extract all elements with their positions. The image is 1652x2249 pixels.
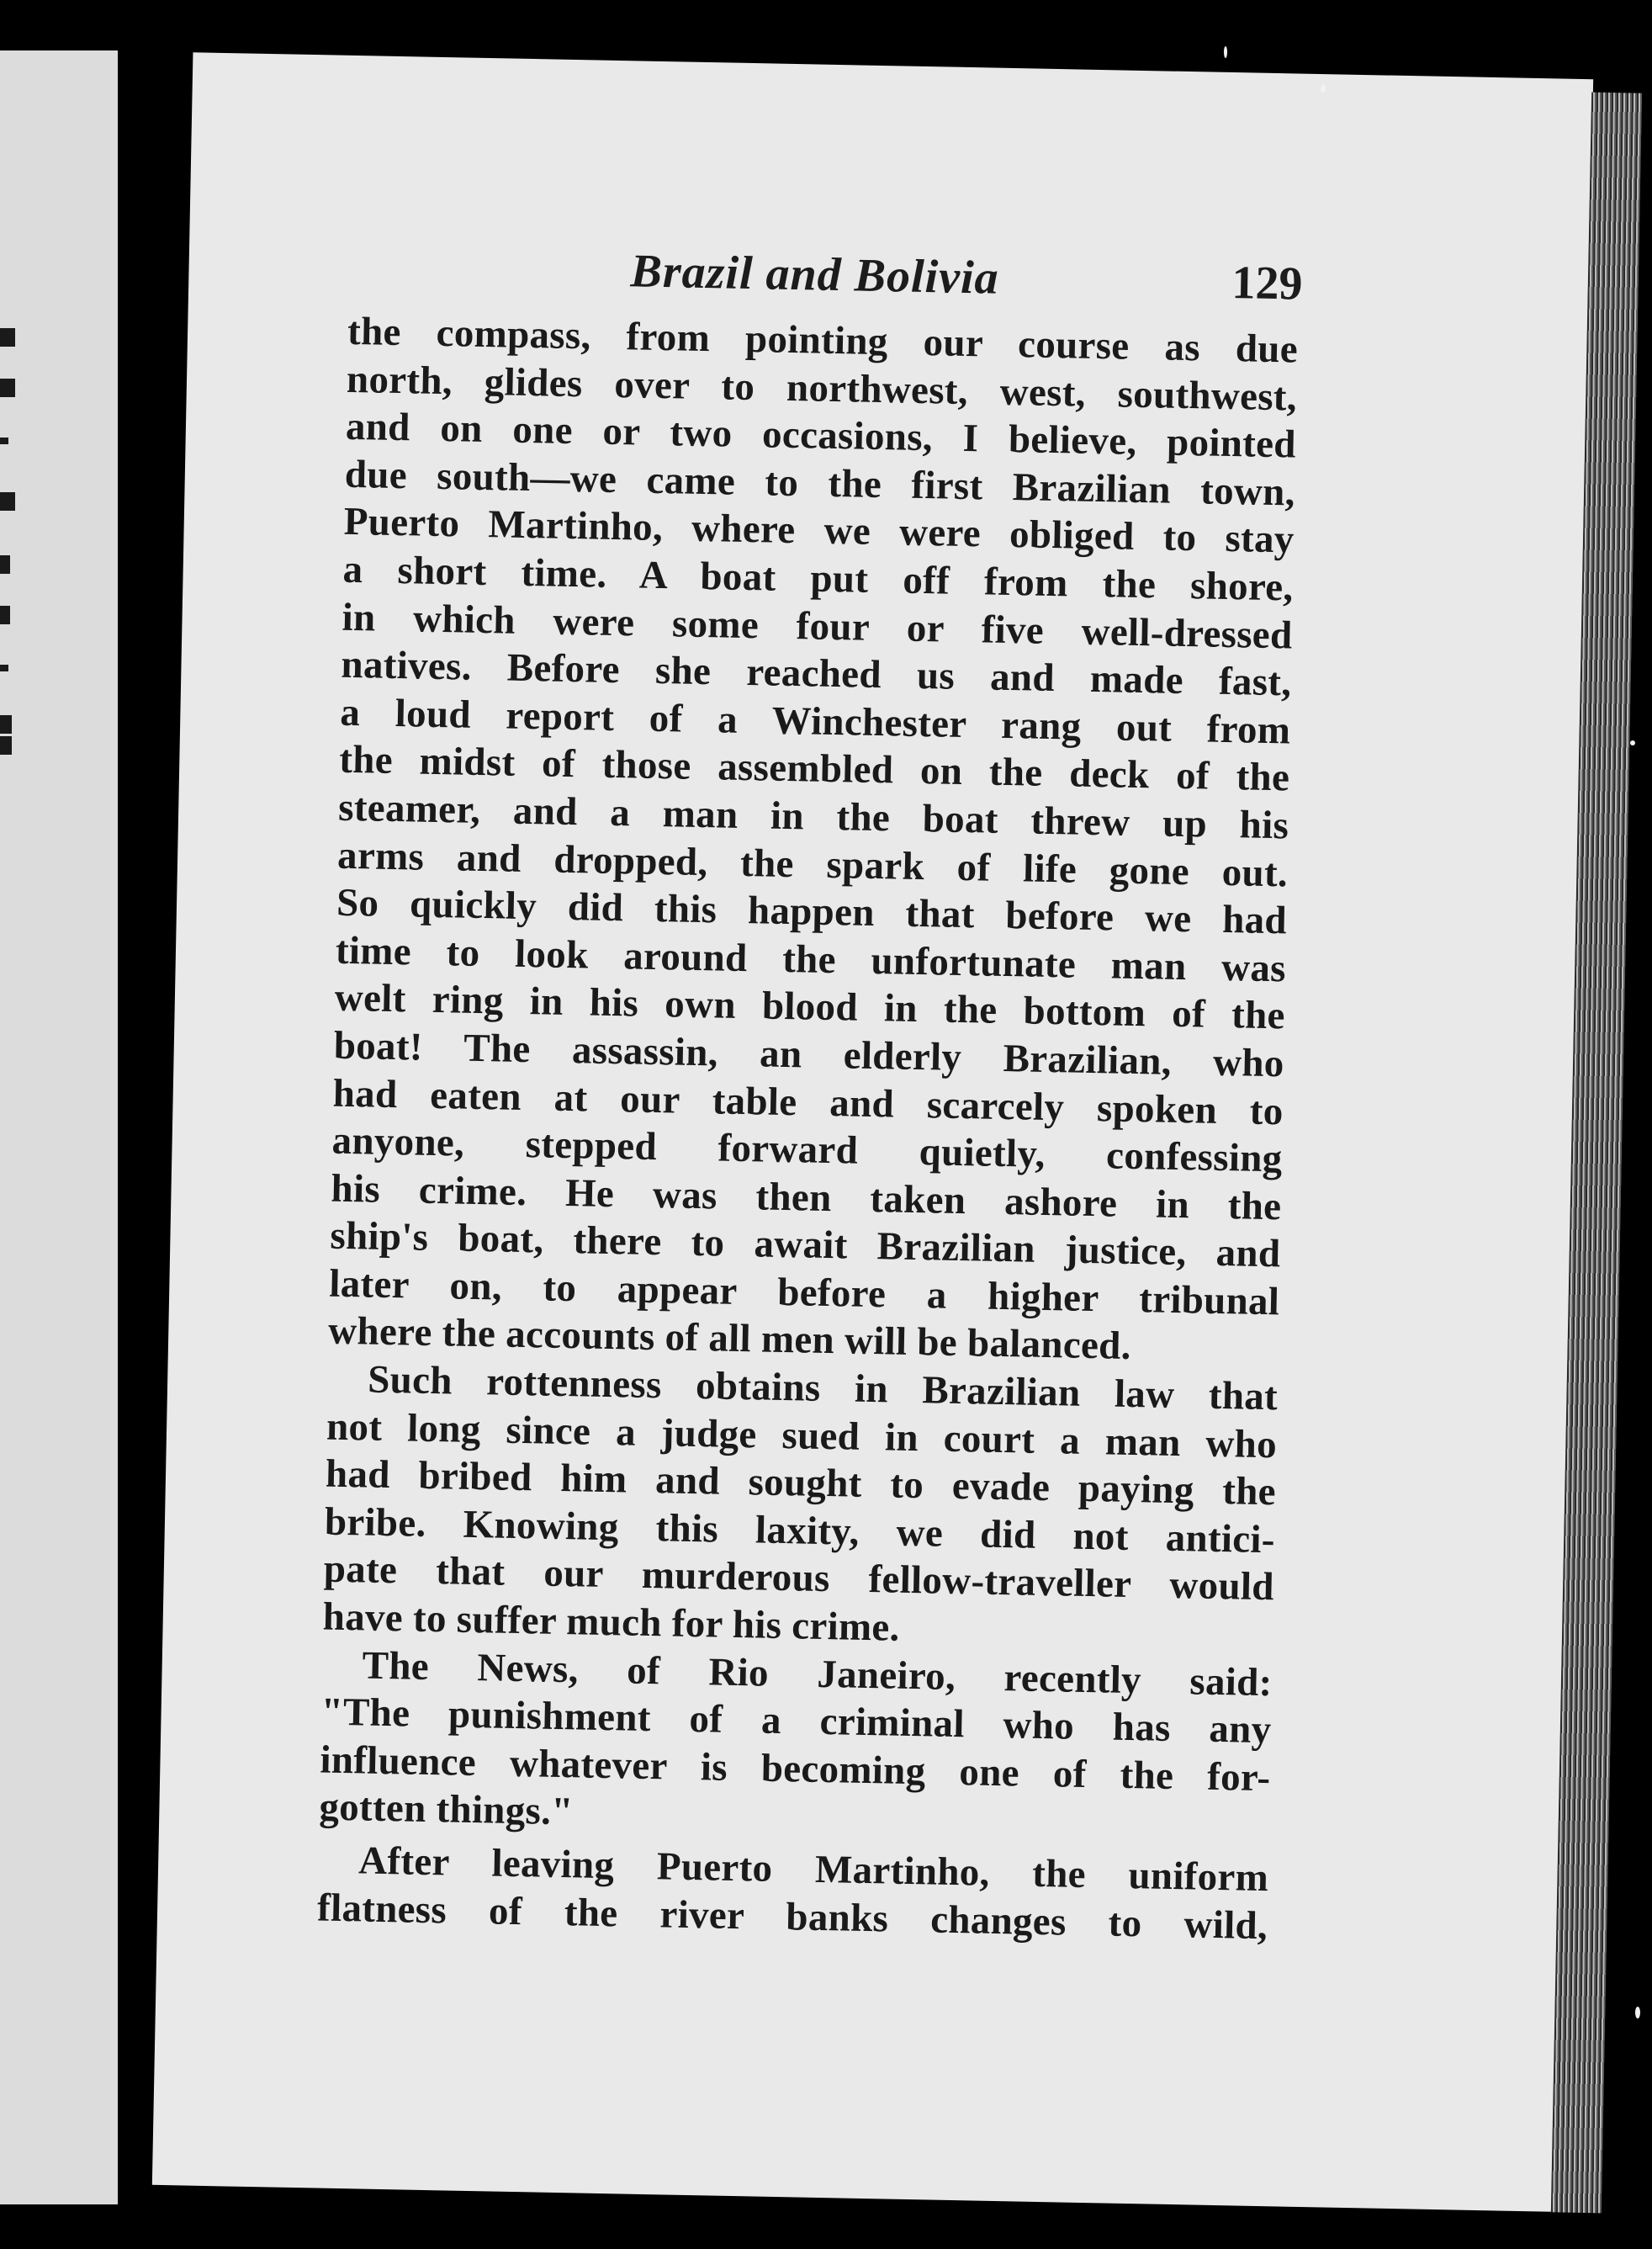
text-line: not long since a judge sued in court a man who <box>326 1404 1278 1467</box>
text-fragment <box>0 606 10 624</box>
body-text <box>317 308 1299 1950</box>
text-line: his crime. He was then taken ashore in the <box>331 1166 1282 1229</box>
text-line: arms and dropped, the spark of life gone out. <box>336 833 1289 895</box>
text-line: in which were some four or five well-dressed <box>342 595 1293 658</box>
text-line: influence whatever is becoming one of the for- <box>320 1737 1271 1801</box>
text-line: The News, of Rio Janeiro, recently said: <box>362 1643 1273 1705</box>
text-line: steamer, and a man in the boat threw up his <box>337 785 1289 848</box>
text-fragment <box>0 492 15 511</box>
text-line: flatness of the river banks changes to wild, <box>316 1886 1268 1948</box>
text-fragment <box>0 715 12 734</box>
text-line: had bribed him and sought to evade paying the <box>325 1451 1277 1514</box>
text-fragment <box>0 438 8 444</box>
text-line: and on one or two occasions, I believe, pointed <box>345 405 1297 467</box>
previous-page-edge <box>0 50 118 2204</box>
text-fragment <box>0 328 15 347</box>
text-line: the midst of those assembled on the deck of the <box>338 738 1290 800</box>
text-line: Puerto Martinho, where we were obliged to stay <box>343 500 1295 562</box>
page-number: 129 <box>1231 257 1304 310</box>
text-line: After leaving Puerto Martinho, the uniform <box>357 1838 1269 1901</box>
text-line: gotten things." <box>318 1785 574 1834</box>
text-line: north, glides over to northwest, west, southwest, <box>346 357 1298 420</box>
text-line: "The punishment of a criminal who has any <box>320 1689 1272 1753</box>
text-line: had eaten at our table and scarcely spoken to <box>332 1071 1284 1133</box>
text-line: later on, to appear before a higher tribunal <box>328 1261 1280 1324</box>
scan-speck <box>1224 46 1227 58</box>
text-line: So quickly did this happen that before we had <box>336 880 1288 943</box>
scan-speck <box>1321 84 1326 93</box>
text-line: anyone, stepped forward quietly, confessing <box>331 1118 1283 1181</box>
scan-speck <box>1635 2007 1640 2018</box>
text-fragment <box>0 736 12 755</box>
text-fragment <box>0 665 8 671</box>
text-line: bribe. Knowing this laxity, we did not antici- <box>324 1499 1276 1562</box>
text-line: Such rottenness obtains in Brazilian law that <box>367 1357 1279 1419</box>
scan-speck <box>1630 740 1635 745</box>
running-head: Brazil and Bolivia <box>629 245 1000 305</box>
text-fragment <box>0 379 15 397</box>
text-line: due south—we came to the first Brazilian town, <box>344 452 1296 515</box>
text-line: where the accounts of all men will be balanced. <box>327 1309 1132 1369</box>
text-line: natives. Before she reached us and made fast, <box>341 642 1292 705</box>
text-line: have to suffer much for his crime. <box>322 1594 901 1650</box>
text-line: ship's boat, there to await Brazilian justice, and <box>330 1213 1281 1276</box>
text-line: time to look around the unfortunate man was <box>335 928 1287 991</box>
text-line: the compass, from pointing our course as due <box>347 309 1299 372</box>
text-line: a loud report of a Winchester rang out from <box>339 690 1291 753</box>
text-line: boat! The assassin, an elderly Brazilian, who <box>333 1023 1285 1086</box>
text-line: welt ring in his own blood in the bottom of the <box>334 976 1286 1038</box>
text-line: pate that our murderous fellow-traveller would <box>323 1547 1275 1610</box>
book-page <box>152 52 1593 2211</box>
text-fragment <box>0 555 10 574</box>
text-line: a short time. A boat put off from the shore, <box>342 547 1295 610</box>
